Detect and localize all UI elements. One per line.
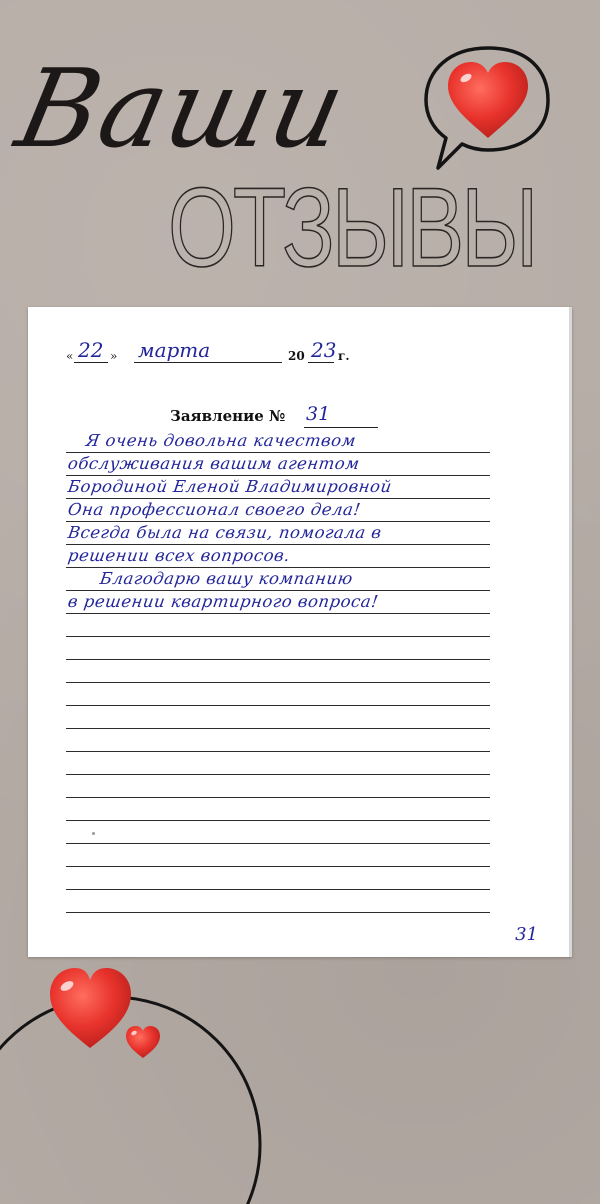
- date-day: 22: [78, 338, 104, 362]
- ruled-line: [66, 498, 490, 499]
- handwritten-line: обслуживания вашим агентом: [66, 454, 361, 473]
- ruled-line: [66, 521, 490, 522]
- handwritten-line: Благодарю вашу компанию: [98, 569, 355, 588]
- ruled-line: [66, 659, 490, 660]
- document-heading-number: 31: [306, 403, 331, 425]
- title-script-word: Ваши: [6, 47, 358, 172]
- ruled-line: [66, 889, 490, 890]
- ruled-line: [66, 682, 490, 683]
- ruled-line: [66, 705, 490, 706]
- document-heading: Заявление №: [170, 407, 286, 425]
- ruled-line: [66, 912, 490, 913]
- handwritten-line: в решении квартирного вопроса!: [66, 592, 380, 611]
- ruled-line: [66, 751, 490, 752]
- handwritten-line: решении всех вопросов.: [66, 546, 292, 565]
- paper-edge: [569, 307, 572, 957]
- date-year-suffix: 23: [311, 338, 337, 362]
- ruled-line: [66, 820, 490, 821]
- ruled-line: [66, 797, 490, 798]
- handwritten-line: Я очень довольна качеством: [84, 431, 358, 450]
- date-year-prefix: 20: [288, 349, 305, 363]
- ruled-line: [66, 544, 490, 545]
- handwritten-line: Всегда была на связи, помогала в: [66, 523, 383, 542]
- ink-dot: [92, 832, 95, 835]
- ruled-line: [66, 728, 490, 729]
- ruled-line: [66, 567, 490, 568]
- ruled-line: [66, 475, 490, 476]
- ruled-lines: [66, 307, 490, 957]
- ruled-line: [66, 636, 490, 637]
- date-month: марта: [138, 338, 211, 362]
- ruled-line: [66, 774, 490, 775]
- ruled-line: [66, 452, 490, 453]
- date-year-unit: г.: [338, 349, 350, 363]
- title-caps-word: ОТЗЫВЫ: [168, 165, 536, 290]
- handwritten-line: Бородиной Еленой Владимировной: [66, 477, 394, 496]
- date-close-quote: »: [110, 349, 118, 363]
- handwritten-line: Она профессионал своего дела!: [66, 500, 362, 519]
- date-open-quote: «: [66, 349, 74, 363]
- page-number: 31: [515, 924, 538, 945]
- ruled-line: [66, 590, 490, 591]
- ruled-line: [66, 866, 490, 867]
- review-document: [28, 307, 572, 957]
- ruled-line: [66, 843, 490, 844]
- ruled-line: [66, 613, 490, 614]
